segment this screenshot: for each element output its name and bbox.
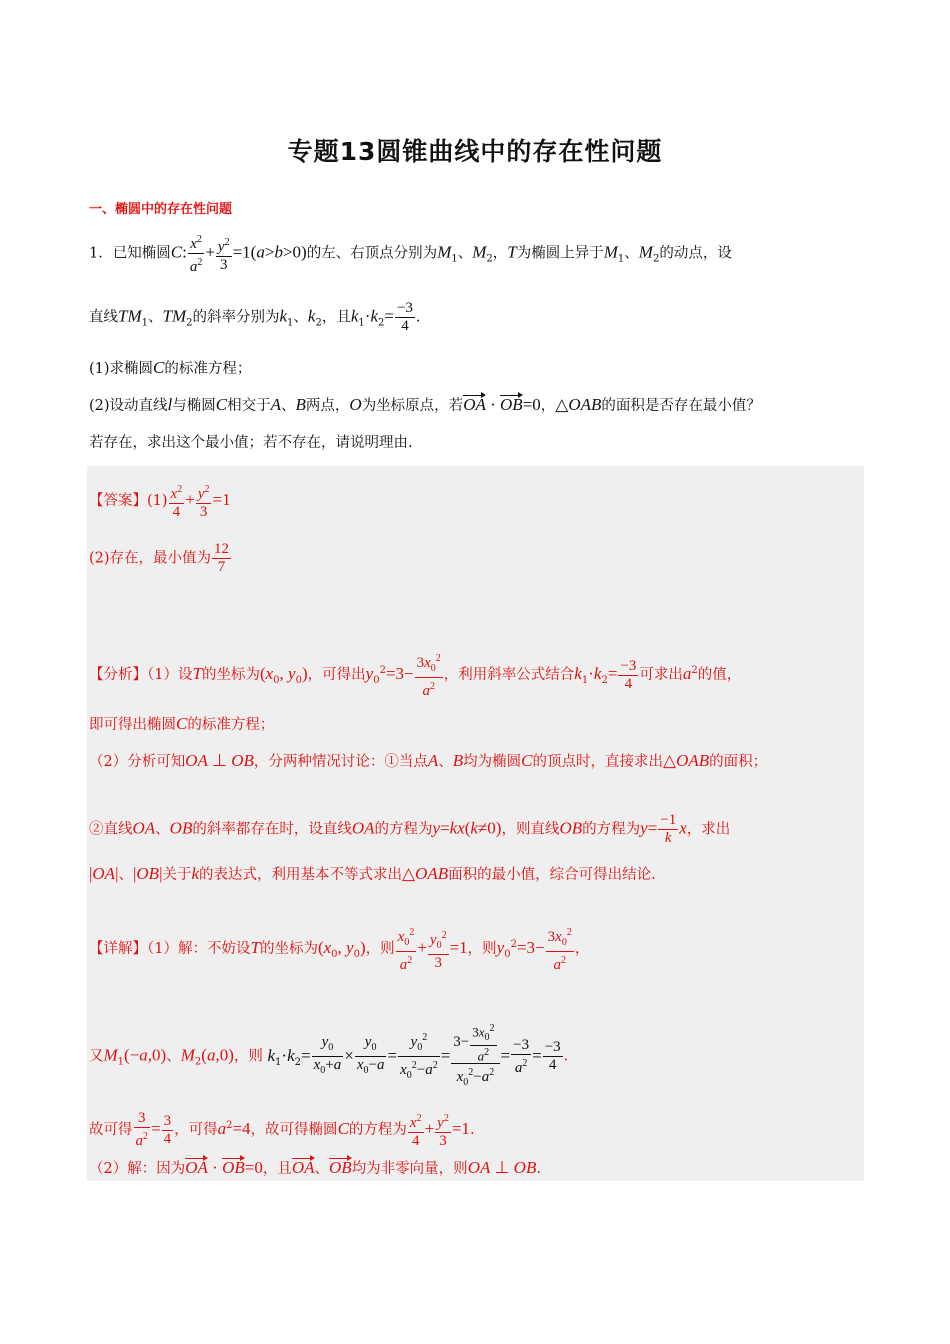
analysis-line-4: ②直线OA、OB的斜率都存在时，设直线OA的方程为y=kx(k≠0)，则直线OB的方程为y= $\frac{-1}{k}$ x，求出 bbox=[89, 812, 731, 846]
detail-line-3: 故可得 $\frac{3}{a^2}$ = $\frac{3}{4}$ ，可得$a^2=4$，故可得椭圆C的方程为 $\frac{x^2}{4}$ + $\frac{y^2}{3}$ =1. bbox=[89, 1110, 475, 1149]
problem-q2: (2)设动直线l与椭圆C相交于A、B两点，O为坐标原点，若OA · OB=0，△OAB的面积是否存在最小值？ bbox=[89, 395, 761, 414]
detail-line-2: 又$M_1(-a,0)$、$M_2(a,0)$，则 $k_1\cdot k_2=$ $\frac{y_0}{x_0+a}$ × $\frac{y_0}{x_0-a}$ = $\frac{y_0^2}{x_0^2-a^2}$ = 3− $\frac{3x_0^2}{a^2}$ $x_0^2-a^2$ = $\frac{-3}{a^2}$ = $\frac{-3}{4}$ . bbox=[89, 1023, 569, 1089]
analysis-line-1: 【分析】（1）设T的坐标为($x_0$, $y_0$)，可得出$y_0^2=3-$ $\frac{3x_0^2}{a^2}$ ，利用斜率公式结合$k_1\cdot k_2=$ $\frac{-3}{4}$ 可求出$a^2$的值， bbox=[89, 650, 741, 700]
problem-line-1: 1．已知椭圆C: $\frac{x^2}{a^2}$ + $\frac{y^2}{3}$ =1(a>b>0)的左、右顶点分别为$M_1$、$M_2$，T为椭圆上异于$M_1$、$M_2$的动点，设 bbox=[89, 231, 732, 276]
problem-line-2: 直线$TM_1$、$TM_2$的斜率分别为$k_1$、$k_2$，且$k_1\cdot k_2=$ $\frac{-3}{4}$ . bbox=[89, 300, 421, 334]
problem-q1: (1)求椭圆C的标准方程； bbox=[89, 358, 252, 377]
answer-line-2: (2)存在，最小值为 $\frac{12}{7}$ bbox=[89, 541, 230, 575]
answer-line-1: 【答案】(1) $\frac{x^2}{4}$ + $\frac{y^2}{3}$ =1 bbox=[89, 481, 231, 521]
analysis-line-3: （2）分析可知OA ⊥ OB，分两种情况讨论：①当点A、B均为椭圆C的顶点时，直接求出△OAB的面积； bbox=[89, 751, 768, 770]
detail-line-1: 【详解】（1）解：不妨设T的坐标为($x_0$, $y_0$)，则 $\frac{x_0^2}{a^2}$ + $\frac{y_0^2}{3}$ =1，则$y_0^2=3-$ $\frac{3x_0^2}{a^2}$ ， bbox=[89, 924, 589, 974]
analysis-line-2: 即可得出椭圆C的标准方程； bbox=[89, 714, 275, 733]
page-title: 专题13圆锥曲线中的存在性问题 bbox=[287, 137, 663, 166]
problem-q3: 若存在，求出这个最小值；若不存在，请说明理由. bbox=[89, 435, 413, 451]
detail-line-4: （2）解：因为OA · OB=0，且OA、OB均为非零向量，则OA ⊥ OB. bbox=[89, 1158, 541, 1177]
section-heading: 一、椭圆中的存在性问题 bbox=[89, 202, 233, 217]
analysis-line-5: |OA|、|OB|关于k的表达式，利用基本不等式求出△OAB面积的最小值，综合可得出结论. bbox=[89, 864, 656, 883]
